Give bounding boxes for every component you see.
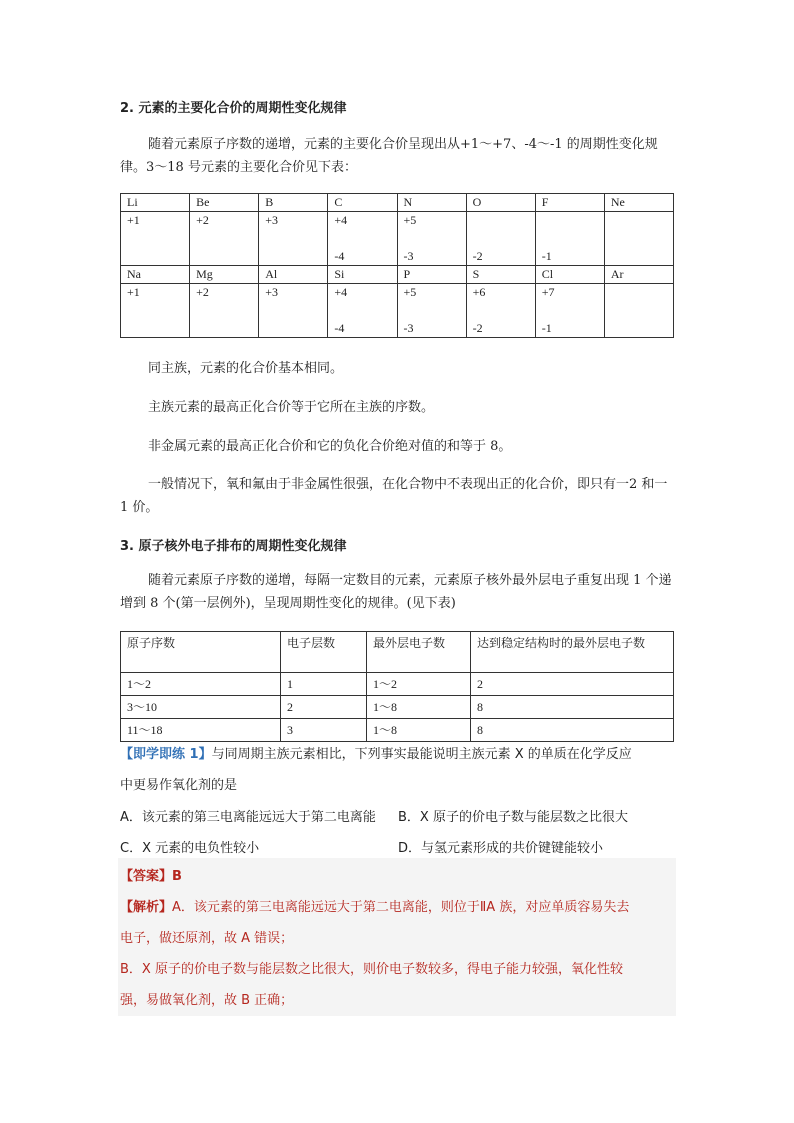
positive-valence: +6 <box>472 285 486 299</box>
element-symbol-cell: Al <box>259 266 328 284</box>
option-d: D．与氢元素形成的共价键键能较小 <box>398 841 604 856</box>
positive-valence: +5 <box>403 213 417 227</box>
section2-p2: 主族元素的最高正化合价等于它所在主族的序数。 <box>148 400 435 415</box>
table-cell: 8 <box>471 719 674 742</box>
valence-cell <box>328 212 397 266</box>
negative-valence: -4 <box>334 321 345 335</box>
positive-valence: +2 <box>196 213 209 227</box>
element-symbol-cell: Li <box>121 194 190 212</box>
element-symbol-cell: Na <box>121 266 190 284</box>
positive-valence: +4 <box>334 213 348 227</box>
element-symbol-cell: Si <box>328 266 397 284</box>
exercise-question-a: 与同周期主族元素相比，下列事实最能说明主族元素 X 的单质在化学反应 <box>211 747 632 762</box>
element-symbol-cell: F <box>535 194 604 212</box>
option-c: C．X 元素的电负性较小 <box>120 841 260 856</box>
analysis-a-line2: 电子，做还原剂，故 A 错误； <box>120 931 294 946</box>
table-cell: 3～10 <box>121 696 281 719</box>
positive-valence: +3 <box>265 213 279 227</box>
positive-valence: +2 <box>196 285 209 299</box>
valence-cell <box>328 284 397 338</box>
table-cell: 3 <box>281 719 367 742</box>
element-symbol-cell: N <box>397 194 466 212</box>
positive-valence: +1 <box>127 213 140 227</box>
analysis-label: 【解析】 <box>120 900 173 915</box>
table-header-cell: 最外层电子数 <box>367 632 471 673</box>
table-cell: 1 <box>281 673 367 696</box>
option-a: A．该元素的第三电离能远远大于第二电离能 <box>120 810 376 825</box>
element-symbol-cell: Ne <box>604 194 673 212</box>
table-row <box>121 696 674 719</box>
element-symbol-cell: S <box>466 266 535 284</box>
valence-cell <box>190 284 259 338</box>
table-cell: 1～2 <box>121 673 281 696</box>
element-symbol-row <box>121 266 674 284</box>
valence-cell <box>259 212 328 266</box>
valence-cell <box>190 212 259 266</box>
negative-valence: -3 <box>403 249 414 263</box>
analysis-b-line2: 强，易做氧化剂，故 B 正确； <box>120 993 294 1008</box>
valence-cell <box>466 212 535 266</box>
element-symbol-cell: B <box>259 194 328 212</box>
exercise-tag: 【即学即练 1】 <box>120 747 212 762</box>
valence-row <box>121 212 674 266</box>
negative-valence: -2 <box>472 321 483 335</box>
element-symbol-cell: Cl <box>535 266 604 284</box>
section3-heading: 3. 原子核外电子排布的周期性变化规律 <box>120 539 347 554</box>
table-row <box>121 673 674 696</box>
section2-intro: 随着元素原子序数的递增，元素的主要化合价呈现出从+1～+7、-4～-1 的周期性变化规律。3～18 号元素的主要化合价见下表： <box>120 137 658 175</box>
negative-valence: -2 <box>472 249 483 263</box>
exercise-question-line1 <box>120 743 680 762</box>
table-cell: 1～8 <box>367 696 471 719</box>
table-header-cell: 电子层数 <box>281 632 367 673</box>
element-symbol-cell: P <box>397 266 466 284</box>
analysis-a-line1: 【解析】A．该元素的第三电离能远远大于第二电离能，则位于ⅡA 族，对应单质容易失去 <box>120 900 630 915</box>
valence-cell <box>604 284 673 338</box>
section2-p4: 一般情况下，氧和氟由于非金属性很强，在化合物中不表现出正的化合价，即只有一2 和一 1 价。 <box>120 477 668 515</box>
negative-valence: -1 <box>541 321 552 335</box>
table-header-row <box>121 632 674 673</box>
table-header-cell: 原子序数 <box>121 632 281 673</box>
valence-cell <box>397 212 466 266</box>
negative-valence: -4 <box>334 249 345 263</box>
valence-row <box>121 284 674 338</box>
oxidation-state-table <box>120 193 674 338</box>
valence-cell <box>397 284 466 338</box>
negative-valence: -3 <box>403 321 414 335</box>
element-symbol-row <box>121 194 674 212</box>
valence-cell <box>121 212 190 266</box>
exercise-question-b: 中更易作氧化剂的是 <box>120 778 238 793</box>
element-symbol-cell: Ar <box>604 266 673 284</box>
positive-valence: +5 <box>403 285 417 299</box>
option-b: B．X 原子的价电子数与能层数之比很大 <box>398 810 628 825</box>
positive-valence: +7 <box>541 285 555 299</box>
table-cell: 11～18 <box>121 719 281 742</box>
answer-line: 【答案】B <box>120 869 182 884</box>
electron-layer-table <box>120 631 674 742</box>
section3-intro: 随着元素原子序数的递增，每隔一定数目的元素，元素原子核外最外层电子重复出现 1 个递增到 8 个(第一层例外)，呈现周期性变化的规律。(见下表) <box>120 573 672 611</box>
valence-cell <box>259 284 328 338</box>
valence-cell <box>535 284 604 338</box>
valence-cell <box>604 212 673 266</box>
table-row <box>121 719 674 742</box>
table-cell: 1～8 <box>367 719 471 742</box>
negative-valence: -1 <box>541 249 552 263</box>
section2-p1: 同主族，元素的化合价基本相同。 <box>148 361 344 376</box>
positive-valence: +1 <box>127 285 140 299</box>
element-symbol-cell: Be <box>190 194 259 212</box>
element-symbol-cell: O <box>466 194 535 212</box>
valence-cell <box>535 212 604 266</box>
valence-cell <box>121 284 190 338</box>
positive-valence: +4 <box>334 285 348 299</box>
table-cell: 8 <box>471 696 674 719</box>
element-symbol-cell: Mg <box>190 266 259 284</box>
table-cell: 2 <box>281 696 367 719</box>
table-header-cell: 达到稳定结构时的最外层电子数 <box>471 632 674 673</box>
section2-heading: 2. 元素的主要化合价的周期性变化规律 <box>120 101 347 116</box>
analysis-b-line1: B．X 原子的价电子数与能层数之比很大，则价电子数较多，得电子能力较强，氧化性较 <box>120 962 623 977</box>
section2-p3: 非金属元素的最高正化合价和它的负化合价绝对值的和等于 8。 <box>148 439 512 454</box>
positive-valence: +3 <box>265 285 279 299</box>
element-symbol-cell: C <box>328 194 397 212</box>
table-cell: 2 <box>471 673 674 696</box>
table-cell: 1～2 <box>367 673 471 696</box>
valence-cell <box>466 284 535 338</box>
